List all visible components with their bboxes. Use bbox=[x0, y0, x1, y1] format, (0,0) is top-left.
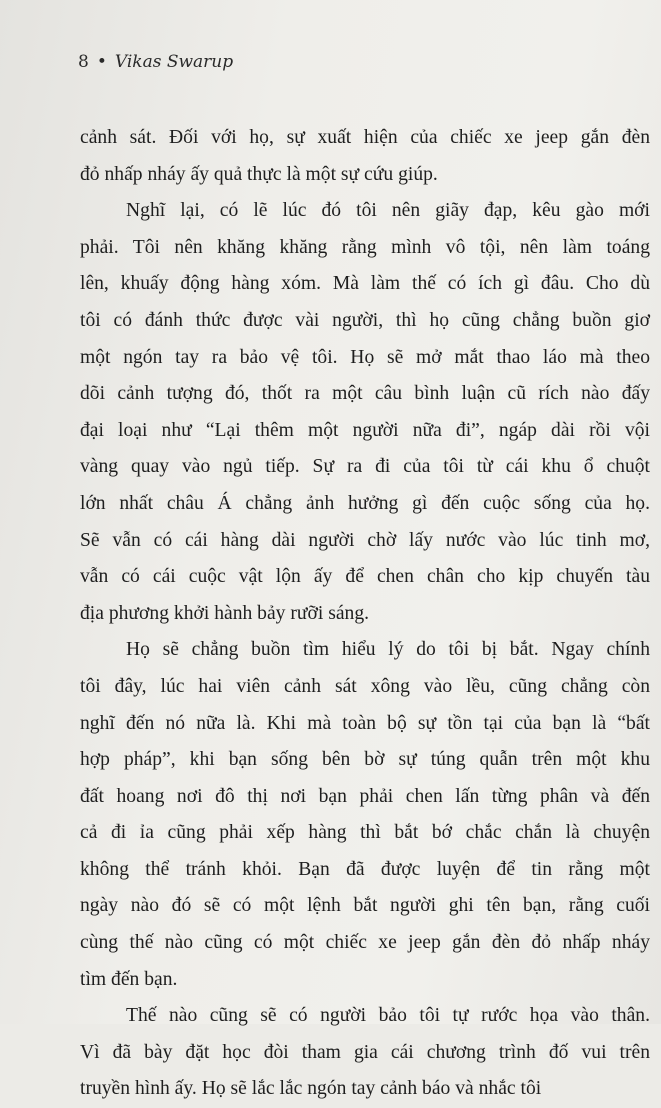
text-line: cảnh sát. Đối với họ, sự xuất hiện của chiếc xe jeep gắn đèn bbox=[80, 127, 650, 148]
text-line: ngày nào đó sẽ có một lệnh bắt người ghi tên bạn, rằng cuối bbox=[80, 895, 650, 917]
text-line: Vì đã bày đặt học đòi tham gia cái chương trình đố vui trên bbox=[80, 1041, 650, 1063]
text-line: tìm đến bạn. bbox=[80, 968, 178, 990]
text-line: cả đi ỉa cũng phải xếp hàng thì bắt bớ chắc chắn là chuyện bbox=[80, 822, 650, 844]
text-line: lớn nhất châu Á chẳng ảnh hưởng gì đến cuộc sống của họ. bbox=[80, 492, 650, 514]
text-line: Nghĩ lại, có lẽ lúc đó tôi nên giãy đạp, kêu gào mới bbox=[126, 200, 650, 222]
text-line: tôi có đánh thức được vài người, thì họ cũng chẳng buồn giơ bbox=[80, 309, 650, 331]
text-line: địa phương khởi hành bảy rưỡi sáng. bbox=[80, 602, 370, 624]
text-line: hợp pháp”, khi bạn sống bên bờ sự túng quẫn trên một khu bbox=[80, 749, 650, 771]
text-line: nghĩ đến nó nữa là. Khi mà toàn bộ sự tồn tại của bạn là “bất bbox=[80, 712, 650, 734]
text-line: cùng thế nào cũng có một chiếc xe jeep gắn đèn đỏ nhấp nháy bbox=[80, 932, 650, 954]
text-line: lên, khuấy động hàng xóm. Mà làm thế có ích gì đâu. Cho dù bbox=[80, 273, 650, 295]
page-number: 8 bbox=[78, 52, 89, 72]
text-line: Sẽ vẫn có cái hàng dài người chờ lấy nước vào lúc tinh mơ, bbox=[80, 529, 650, 551]
text-line: Họ sẽ chẳng buồn tìm hiểu lý do tôi bị bắt. Ngay chính bbox=[126, 639, 650, 661]
author-name: Vikas Swarup bbox=[114, 52, 234, 72]
running-header bbox=[78, 52, 233, 72]
text-line: tôi đây, lúc hai viên cảnh sát xông vào lều, cũng chẳng còn bbox=[80, 675, 650, 697]
text-line: vẫn có cái cuộc vật lộn ấy để chen chân cho kịp chuyến tàu bbox=[80, 566, 650, 588]
text-line: không thể tránh khỏi. Bạn đã được luyện để tin rằng một bbox=[80, 858, 650, 880]
header-separator: • bbox=[96, 52, 107, 72]
text-line: đỏ nhấp nháy ấy quả thực là một sự cứu giúp. bbox=[80, 163, 438, 185]
text-line: truyền hình ấy. Họ sẽ lắc lắc ngón tay cảnh báo và nhắc tôi bbox=[80, 1078, 542, 1100]
text-line: đất hoang nơi đô thị nơi bạn phải chen lấn từng phân và đến bbox=[80, 785, 650, 807]
text-line: một ngón tay ra bảo vệ tôi. Họ sẽ mở mắt thao láo mà theo bbox=[80, 346, 650, 368]
text-line: vàng quay vào ngủ tiếp. Sự ra đi của tôi từ cái khu ổ chuột bbox=[80, 456, 650, 478]
body-text bbox=[80, 120, 650, 1108]
text-line: dõi cảnh tượng đó, thốt ra một câu bình luận cũ rích nào đấy bbox=[80, 383, 650, 405]
text-line: đại loại như “Lại thêm một người nữa đi”, ngáp dài rồi vội bbox=[80, 419, 650, 441]
text-line: Thế nào cũng sẽ có người bảo tôi tự rước họa vào thân. bbox=[126, 1005, 650, 1027]
text-line: phải. Tôi nên khăng khăng rằng mình vô tội, nên làm toáng bbox=[80, 236, 650, 258]
